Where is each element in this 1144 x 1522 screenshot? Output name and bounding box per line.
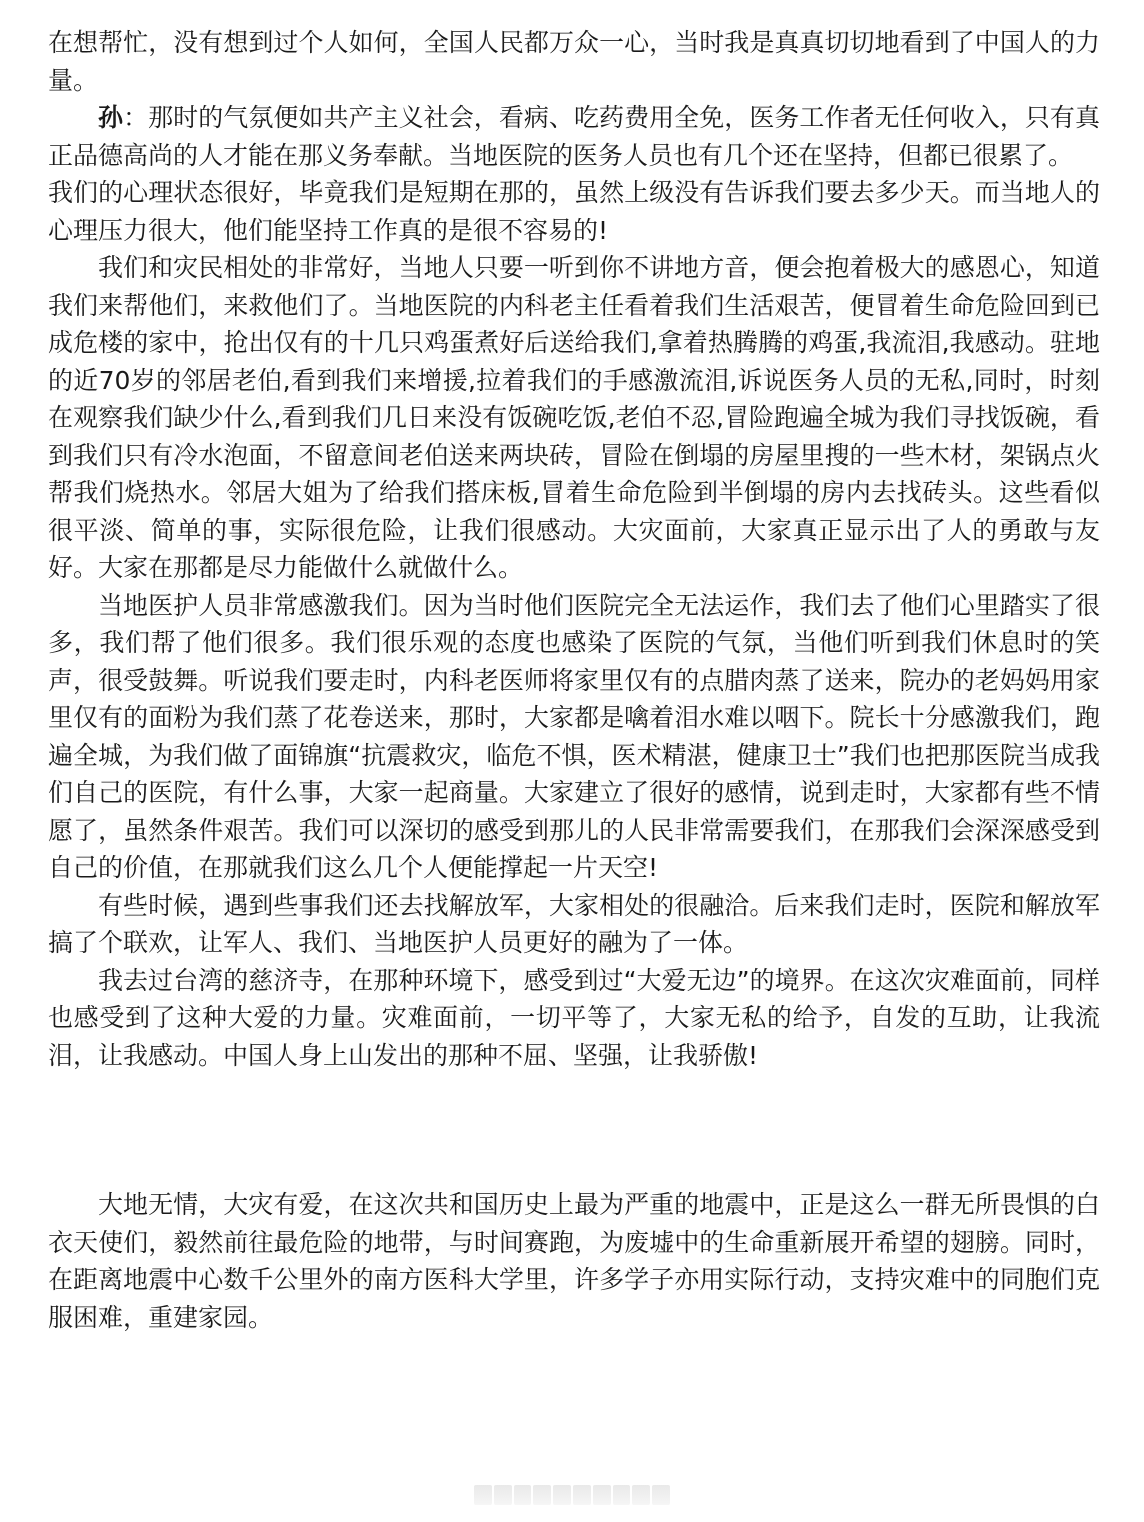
watermark-block xyxy=(553,1485,571,1505)
paragraph-5: 当地医护人员非常感激我们。因为当时他们医院完全无法运作，我们去了他们心里踏实了很多，我们帮了他们很多。我们很乐观的态度也感染了医院的气氛，当他们听到我们休息时的笑声，很受鼓舞。听说我们要走时，内科老医师将家里仅有的点腊肉蒸了送来，院办的老妈妈用家里仅有的面粉为我们蒸了花卷送来，那时，大家都是噙着泪水难以咽下。院长十分感激我们，跑遍全城，为我们做了面锦旗“抗震救灾，临危不惧，医术精湛，健康卫士”我们也把那医院当成我们自己的医院，有什么事，大家一起商量。大家建立了很好的感情，说到走时，大家都有些不情愿了，虽然条件艰苦。我们可以深切的感受到那儿的人民非常需要我们，在那我们会深深感受到自己的价值，在那就我们这么几个人便能撑起一片天空! xyxy=(48,590,1100,882)
document-body xyxy=(48,24,1100,1336)
paragraph-6: 有些时候，遇到些事我们还去找解放军，大家相处的很融洽。后来我们走时，医院和解放军搞了个联欢，让军人、我们、当地医护人员更好的融为了一体。 xyxy=(48,890,1100,957)
watermark-block xyxy=(613,1485,631,1505)
watermark-block xyxy=(533,1485,551,1505)
watermark-block xyxy=(593,1485,611,1505)
watermark-block xyxy=(573,1485,591,1505)
paragraph-3: 我们的心理状态很好，毕竟我们是短期在那的，虽然上级没有告诉我们要去多少天。而当地人的心理压力很大，他们能坚持工作真的是很不容易的! xyxy=(48,178,1100,245)
paragraph-1: 在想帮忙，没有想到过个人如何，全国人民都万众一心，当时我是真真切切地看到了中国人的力量。 xyxy=(48,28,1100,95)
paragraph-2-text: ：那时的气氛便如共产主义社会，看病、吃药费用全免，医务工作者无任何收入，只有真正品德高尚的人才能在那义务奉献。当地医院的医务人员也有几个还在坚持，但都已很累了。 xyxy=(48,103,1100,170)
paragraph-4: 我们和灾民相处的非常好，当地人只要一听到你不讲地方音，便会抱着极大的感恩心，知道我们来帮他们，来救他们了。当地医院的内科老主任看着我们生活艰苦，便冒着生命危险回到已成危楼的家中，抢出仅有的十几只鸡蛋煮好后送给我们,拿着热腾腾的鸡蛋,我流泪,我感动。驻地的近70岁的邻居老伯,看到我们来增援,拉着我们的手感激流泪,诉说医务人员的无私,同时，时刻在观察我们缺少什么,看到我们几日来没有饭碗吃饭,老伯不忍,冒险跑遍全城为我们寻找饭碗，看到我们只有冷水泡面，不留意间老伯送来两块砖，冒险在倒塌的房屋里搜的一些木材，架锅点火帮我们烧热水。邻居大姐为了给我们搭床板,冒着生命危险到半倒塌的房内去找砖头。这些看似很平淡、简单的事，实际很危险，让我们很感动。大灾面前，大家真正显示出了人的勇敢与友好。大家在那都是尽力能做什么就做什么。 xyxy=(48,253,1100,582)
watermark-block xyxy=(514,1485,532,1505)
paragraph-2 xyxy=(48,99,1100,174)
watermark-block xyxy=(474,1485,492,1505)
watermark-block xyxy=(652,1485,670,1505)
watermark-strip xyxy=(474,1484,670,1506)
speaker-label: 孙 xyxy=(98,103,124,132)
paragraph-7: 我去过台湾的慈济寺，在那种环境下，感受到过“大爱无边”的境界。在这次灾难面前，同样也感受到了这种大爱的力量。灾难面前，一切平等了，大家无私的给予，自发的互助，让我流泪，让我感动。中国人身上山发出的那种不屈、坚强，让我骄傲! xyxy=(48,965,1100,1070)
watermark-block xyxy=(632,1485,650,1505)
section-spacer xyxy=(48,1074,1100,1186)
watermark-block xyxy=(494,1485,512,1505)
paragraph-8: 大地无情，大灾有爱，在这次共和国历史上最为严重的地震中，正是这么一群无所畏惧的白衣天使们，毅然前往最危险的地带，与时间赛跑，为废墟中的生命重新展开希望的翅膀。同时，在距离地震中心数千公里外的南方医科大学里，许多学子亦用实际行动，支持灾难中的同胞们克服困难，重建家园。 xyxy=(48,1190,1100,1332)
